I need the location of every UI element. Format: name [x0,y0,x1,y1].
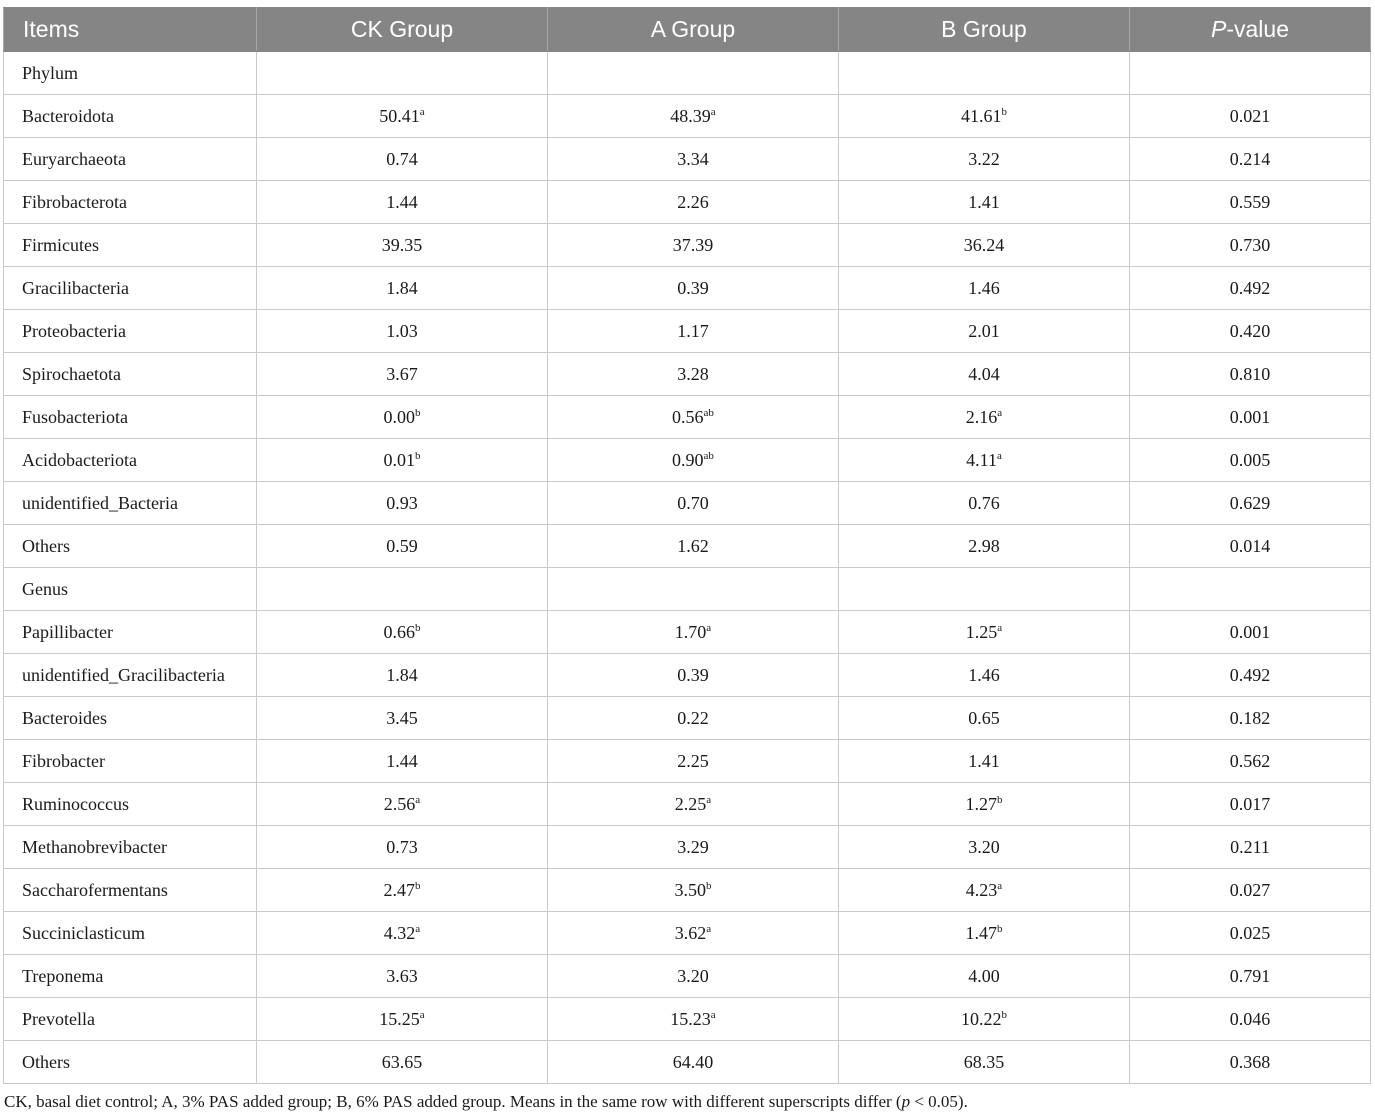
significance-superscript: ab [703,406,714,419]
taxon-name-cell: Saccharofermentans [4,869,257,912]
mean-value: 3.29 [677,836,709,857]
taxon-name-cell: Papillibacter [4,611,257,654]
ck-value-cell [257,611,548,654]
mean-value: 0.73 [386,836,418,857]
significance-superscript: b [997,922,1003,935]
mean-value: 0.76 [968,492,1000,513]
significance-superscript: a [996,449,1002,462]
mean-value: 68.35 [963,1051,1005,1072]
significance-superscript: a [419,1008,425,1021]
significance-superscript: b [415,406,421,419]
p-value-cell: 0.021 [1130,95,1371,138]
mean-value: 1.44 [386,191,418,212]
table-row [4,181,1371,224]
a-value-cell [548,525,839,568]
ck-value-cell [257,912,548,955]
mean-value: 2.98 [968,535,1000,556]
table-header [4,8,1371,52]
mean-value: 4.32 [383,922,416,943]
mean-value: 64.40 [672,1051,714,1072]
mean-value: 4.04 [968,363,1000,384]
ck-value-cell [257,654,548,697]
b-value-cell [839,181,1130,224]
mean-value: 1.41 [968,750,1000,771]
empty-cell [1130,568,1371,611]
ck-value-cell [257,95,548,138]
mean-value: 0.39 [677,277,709,298]
ck-value-cell [257,1041,548,1084]
empty-cell [257,568,548,611]
significance-superscript: a [710,105,716,118]
b-value-cell [839,912,1130,955]
taxon-name-cell: Others [4,1041,257,1084]
b-value-cell [839,353,1130,396]
mean-value: 3.45 [386,707,418,728]
p-value-cell: 0.492 [1130,267,1371,310]
mean-value: 1.46 [968,277,1000,298]
mean-value: 3.20 [677,965,709,986]
mean-value: 48.39 [670,105,711,126]
significance-superscript: b [415,879,421,892]
a-value-cell [548,267,839,310]
table-row [4,525,1371,568]
b-value-cell [839,138,1130,181]
mean-value: 3.50 [674,879,706,900]
table-row [4,912,1371,955]
taxon-name-cell: Acidobacteriota [4,439,257,482]
header-a-group: A Group [548,8,839,52]
taxon-name-cell: Ruminococcus [4,783,257,826]
mean-value: 2.26 [677,191,709,212]
b-value-cell [839,267,1130,310]
table-row [4,1041,1371,1084]
mean-value: 0.39 [677,664,709,685]
header-p-italic: P [1211,16,1227,42]
a-value-cell [548,439,839,482]
mean-value: 1.47 [965,922,997,943]
mean-value: 2.01 [968,320,1000,341]
table-row [4,224,1371,267]
taxon-name-cell: Fusobacteriota [4,396,257,439]
ck-value-cell [257,525,548,568]
b-value-cell [839,826,1130,869]
significance-superscript: b [415,621,421,634]
mean-value: 3.20 [968,836,1000,857]
mean-value: 1.46 [968,664,1000,685]
ck-value-cell [257,869,548,912]
significance-superscript: ab [703,449,714,462]
p-value-cell: 0.014 [1130,525,1371,568]
mean-value: 3.62 [674,922,707,943]
significance-superscript: a [415,793,421,806]
section-label: Phylum [4,52,257,95]
ck-value-cell [257,439,548,482]
taxon-name-cell: Treponema [4,955,257,998]
mean-value: 0.65 [968,707,1000,728]
significance-superscript: b [706,879,712,892]
a-value-cell [548,1041,839,1084]
p-value-cell: 0.001 [1130,396,1371,439]
ck-value-cell [257,267,548,310]
mean-value: 1.03 [386,320,418,341]
mean-value: 3.28 [677,363,709,384]
table-row [4,396,1371,439]
a-value-cell [548,482,839,525]
p-value-cell: 0.214 [1130,138,1371,181]
b-value-cell [839,611,1130,654]
header-row [4,8,1371,52]
a-value-cell [548,998,839,1041]
mean-value: 1.84 [386,277,418,298]
mean-value: 2.47 [383,879,415,900]
section-label: Genus [4,568,257,611]
mean-value: 41.61 [961,105,1002,126]
table-row [4,439,1371,482]
table-row [4,697,1371,740]
empty-cell [1130,52,1371,95]
b-value-cell [839,955,1130,998]
p-value-cell: 0.025 [1130,912,1371,955]
header-p-value [1130,8,1371,52]
significance-superscript: b [997,793,1003,806]
a-value-cell [548,396,839,439]
mean-value: 0.70 [677,492,709,513]
taxon-name-cell: Euryarchaeota [4,138,257,181]
mean-value: 36.24 [963,234,1005,255]
b-value-cell [839,525,1130,568]
p-value-cell: 0.730 [1130,224,1371,267]
mean-value: 1.62 [677,535,709,556]
significance-superscript: b [415,449,421,462]
mean-value: 3.63 [386,965,418,986]
header-b-group: B Group [839,8,1130,52]
table-row [4,482,1371,525]
empty-cell [839,52,1130,95]
a-value-cell [548,740,839,783]
b-value-cell [839,697,1130,740]
section-row [4,568,1371,611]
mean-value: 3.22 [968,148,1000,169]
ck-value-cell [257,138,548,181]
ck-value-cell [257,482,548,525]
significance-superscript: a [997,406,1003,419]
mean-value: 2.16 [965,406,998,427]
b-value-cell [839,310,1130,353]
b-value-cell [839,396,1130,439]
table-container [3,7,1370,1084]
b-value-cell [839,869,1130,912]
mean-value: 0.59 [386,535,418,556]
ck-value-cell [257,224,548,267]
mean-value: 1.27 [965,793,997,814]
p-value-cell: 0.005 [1130,439,1371,482]
ck-value-cell [257,998,548,1041]
ck-value-cell [257,826,548,869]
ck-value-cell [257,353,548,396]
p-value-cell: 0.017 [1130,783,1371,826]
ck-value-cell [257,740,548,783]
mean-value: 1.84 [386,664,418,685]
mean-value: 1.17 [677,320,709,341]
mean-value: 4.23 [965,879,998,900]
header-p-rest: -value [1226,16,1289,42]
taxon-name-cell: Methanobrevibacter [4,826,257,869]
a-value-cell [548,955,839,998]
table-row [4,95,1371,138]
mean-value: 0.00 [383,406,415,427]
p-value-cell: 0.001 [1130,611,1371,654]
mean-value: 1.44 [386,750,418,771]
table-row [4,998,1371,1041]
p-value-cell: 0.182 [1130,697,1371,740]
table-row [4,869,1371,912]
b-value-cell [839,998,1130,1041]
p-value-cell: 0.629 [1130,482,1371,525]
footnote-prefix: CK, basal diet control; A, 3% PAS added group; B, 6% PAS added group. Means in the same row with different superscripts differ ( [4,1092,902,1111]
taxon-name-cell: Firmicutes [4,224,257,267]
table-row [4,955,1371,998]
table-row [4,654,1371,697]
mean-value: 4.00 [968,965,1000,986]
significance-superscript: a [706,793,712,806]
mean-value: 4.11 [966,449,997,470]
p-value-cell: 0.027 [1130,869,1371,912]
table-row [4,267,1371,310]
ck-value-cell [257,697,548,740]
a-value-cell [548,95,839,138]
a-value-cell [548,310,839,353]
a-value-cell [548,181,839,224]
mean-value: 3.34 [677,148,709,169]
mean-value: 63.65 [381,1051,423,1072]
b-value-cell [839,654,1130,697]
mean-value: 2.56 [383,793,416,814]
taxon-name-cell: Gracilibacteria [4,267,257,310]
taxon-name-cell: Proteobacteria [4,310,257,353]
mean-value: 0.01 [383,449,415,470]
footnote-p-italic: p [901,1092,911,1111]
ck-value-cell [257,396,548,439]
ck-value-cell [257,783,548,826]
significance-superscript: a [706,922,712,935]
a-value-cell [548,697,839,740]
mean-value: 15.23 [670,1008,711,1029]
mean-value: 3.67 [386,363,418,384]
mean-value: 39.35 [381,234,423,255]
taxon-name-cell: unidentified_Gracilibacteria [4,654,257,697]
table-row [4,353,1371,396]
mean-value: 1.41 [968,191,1000,212]
b-value-cell [839,1041,1130,1084]
a-value-cell [548,138,839,181]
table-row [4,310,1371,353]
mean-value: 2.25 [674,793,707,814]
empty-cell [548,52,839,95]
b-value-cell [839,740,1130,783]
taxon-name-cell: Bacteroides [4,697,257,740]
b-value-cell [839,783,1130,826]
p-value-cell: 0.368 [1130,1041,1371,1084]
p-value-cell: 0.420 [1130,310,1371,353]
mean-value: 10.22 [961,1008,1002,1029]
a-value-cell [548,826,839,869]
a-value-cell [548,611,839,654]
b-value-cell [839,439,1130,482]
significance-superscript: a [997,879,1003,892]
footnote-suffix: < 0.05). [910,1092,968,1111]
mean-value: 0.74 [386,148,418,169]
data-table [3,7,1371,1084]
b-value-cell [839,224,1130,267]
section-row [4,52,1371,95]
table-footnote [4,1092,968,1112]
mean-value: 0.90 [672,449,704,470]
mean-value: 0.22 [677,707,709,728]
a-value-cell [548,224,839,267]
empty-cell [839,568,1130,611]
header-ck-group: CK Group [257,8,548,52]
mean-value: 2.25 [677,750,709,771]
table-row [4,611,1371,654]
taxon-name-cell: Fibrobacterota [4,181,257,224]
taxon-name-cell: Succiniclasticum [4,912,257,955]
p-value-cell: 0.492 [1130,654,1371,697]
table-row [4,783,1371,826]
significance-superscript: b [1001,1008,1007,1021]
taxon-name-cell: Prevotella [4,998,257,1041]
p-value-cell: 0.211 [1130,826,1371,869]
empty-cell [548,568,839,611]
p-value-cell: 0.559 [1130,181,1371,224]
a-value-cell [548,869,839,912]
mean-value: 15.25 [379,1008,420,1029]
mean-value: 1.70 [674,621,707,642]
p-value-cell: 0.562 [1130,740,1371,783]
significance-superscript: a [415,922,421,935]
mean-value: 0.93 [386,492,418,513]
a-value-cell [548,654,839,697]
ck-value-cell [257,955,548,998]
table-body [4,52,1371,1084]
p-value-cell: 0.810 [1130,353,1371,396]
table-row [4,138,1371,181]
table-row [4,740,1371,783]
p-value-cell: 0.046 [1130,998,1371,1041]
significance-superscript: b [1001,105,1007,118]
a-value-cell [548,783,839,826]
taxon-name-cell: Bacteroidota [4,95,257,138]
b-value-cell [839,95,1130,138]
table-row [4,826,1371,869]
mean-value: 0.56 [672,406,704,427]
b-value-cell [839,482,1130,525]
taxon-name-cell: Others [4,525,257,568]
significance-superscript: a [706,621,712,634]
mean-value: 0.66 [383,621,415,642]
p-value-cell: 0.791 [1130,955,1371,998]
ck-value-cell [257,310,548,353]
significance-superscript: a [419,105,425,118]
a-value-cell [548,353,839,396]
taxon-name-cell: unidentified_Bacteria [4,482,257,525]
taxon-name-cell: Spirochaetota [4,353,257,396]
mean-value: 1.25 [965,621,998,642]
mean-value: 50.41 [379,105,420,126]
ck-value-cell [257,181,548,224]
empty-cell [257,52,548,95]
significance-superscript: a [997,621,1003,634]
header-items: Items [4,8,257,52]
a-value-cell [548,912,839,955]
taxon-name-cell: Fibrobacter [4,740,257,783]
significance-superscript: a [710,1008,716,1021]
mean-value: 37.39 [672,234,714,255]
